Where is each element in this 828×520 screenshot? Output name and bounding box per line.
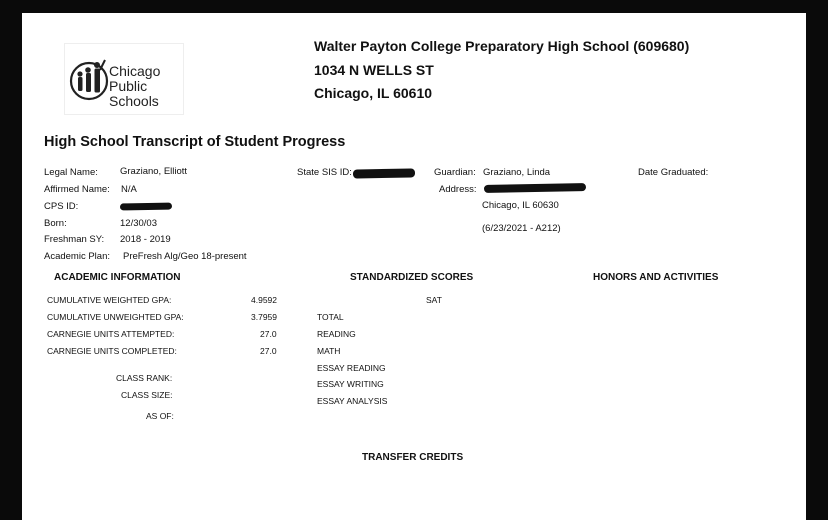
- logo-word-public: Public: [109, 78, 148, 94]
- legal-name-value: Graziano, Elliott: [120, 166, 188, 177]
- affirmed-name-value: N/A: [121, 184, 137, 195]
- transcript-page: [22, 13, 806, 520]
- freshman-sy-label: Freshman SY:: [44, 234, 105, 245]
- score-row-label: ESSAY ANALYSIS: [317, 396, 388, 406]
- born-label: Born:: [44, 218, 67, 229]
- academic-row-label: CUMULATIVE WEIGHTED GPA:: [47, 295, 172, 305]
- address-label: Address:: [439, 184, 477, 195]
- affirmed-name-label: Affirmed Name:: [44, 184, 110, 195]
- as-of-label: AS OF:: [146, 411, 174, 421]
- school-address: 1034 N WELLS ST: [314, 62, 434, 78]
- guardian-label: Guardian:: [434, 167, 476, 178]
- cps-logo-text: [109, 64, 160, 109]
- academic-row-value: 3.7959: [251, 312, 277, 322]
- score-row-label: READING: [317, 329, 356, 339]
- academic-row-label: CARNEGIE UNITS COMPLETED:: [47, 346, 177, 356]
- academic-row-value: 27.0: [260, 329, 277, 339]
- transfer-credits-heading: TRANSFER CREDITS: [362, 452, 464, 463]
- screen-frame-left: [0, 0, 22, 520]
- academic-info-heading: ACADEMIC INFORMATION: [54, 272, 181, 283]
- state-sis-redaction: [353, 168, 415, 178]
- state-sis-label: State SIS ID:: [297, 167, 352, 178]
- cps-id-label: CPS ID:: [44, 201, 79, 212]
- score-row-label: ESSAY WRITING: [317, 379, 384, 389]
- school-name: Walter Payton College Preparatory High School (609680): [314, 38, 690, 54]
- standardized-scores-heading: STANDARDIZED SCORES: [350, 272, 474, 283]
- document-title: High School Transcript of Student Progress: [44, 134, 346, 150]
- score-row-label: TOTAL: [317, 312, 344, 322]
- score-row-label: MATH: [317, 346, 341, 356]
- screen-frame-top: [0, 0, 828, 13]
- class-size-label: CLASS SIZE:: [121, 390, 173, 400]
- academic-plan-value: PreFresh Alg/Geo 18-present: [123, 251, 247, 262]
- logo-word-chicago: Chicago: [109, 63, 161, 79]
- guardian-city: Chicago, IL 60630: [482, 200, 559, 211]
- school-city: Chicago, IL 60610: [314, 85, 433, 101]
- print-info: (6/23/2021 - A212): [482, 223, 561, 234]
- guardian-address-redaction: [484, 183, 586, 193]
- guardian-value: Graziano, Linda: [483, 167, 551, 178]
- freshman-sy-value: 2018 - 2019: [120, 234, 171, 245]
- born-value: 12/30/03: [120, 218, 157, 229]
- legal-name-label: Legal Name:: [44, 167, 98, 178]
- cps-logo: [64, 43, 184, 115]
- class-rank-label: CLASS RANK:: [116, 373, 173, 383]
- honors-activities-heading: HONORS AND ACTIVITIES: [593, 272, 719, 283]
- sat-label: SAT: [426, 295, 442, 305]
- academic-row-value: 27.0: [260, 346, 277, 356]
- academic-row-label: CARNEGIE UNITS ATTEMPTED:: [47, 329, 175, 339]
- cps-id-redaction: [120, 203, 172, 211]
- logo-word-schools: Schools: [109, 93, 159, 109]
- academic-row-value: 4.9592: [251, 295, 277, 305]
- date-graduated-label: Date Graduated:: [638, 167, 709, 178]
- screen-frame-right: [806, 0, 828, 520]
- score-row-label: ESSAY READING: [317, 363, 386, 373]
- cps-logo-figures-icon: [67, 56, 111, 102]
- academic-plan-label: Academic Plan:: [44, 251, 111, 262]
- academic-row-label: CUMULATIVE UNWEIGHTED GPA:: [47, 312, 184, 322]
